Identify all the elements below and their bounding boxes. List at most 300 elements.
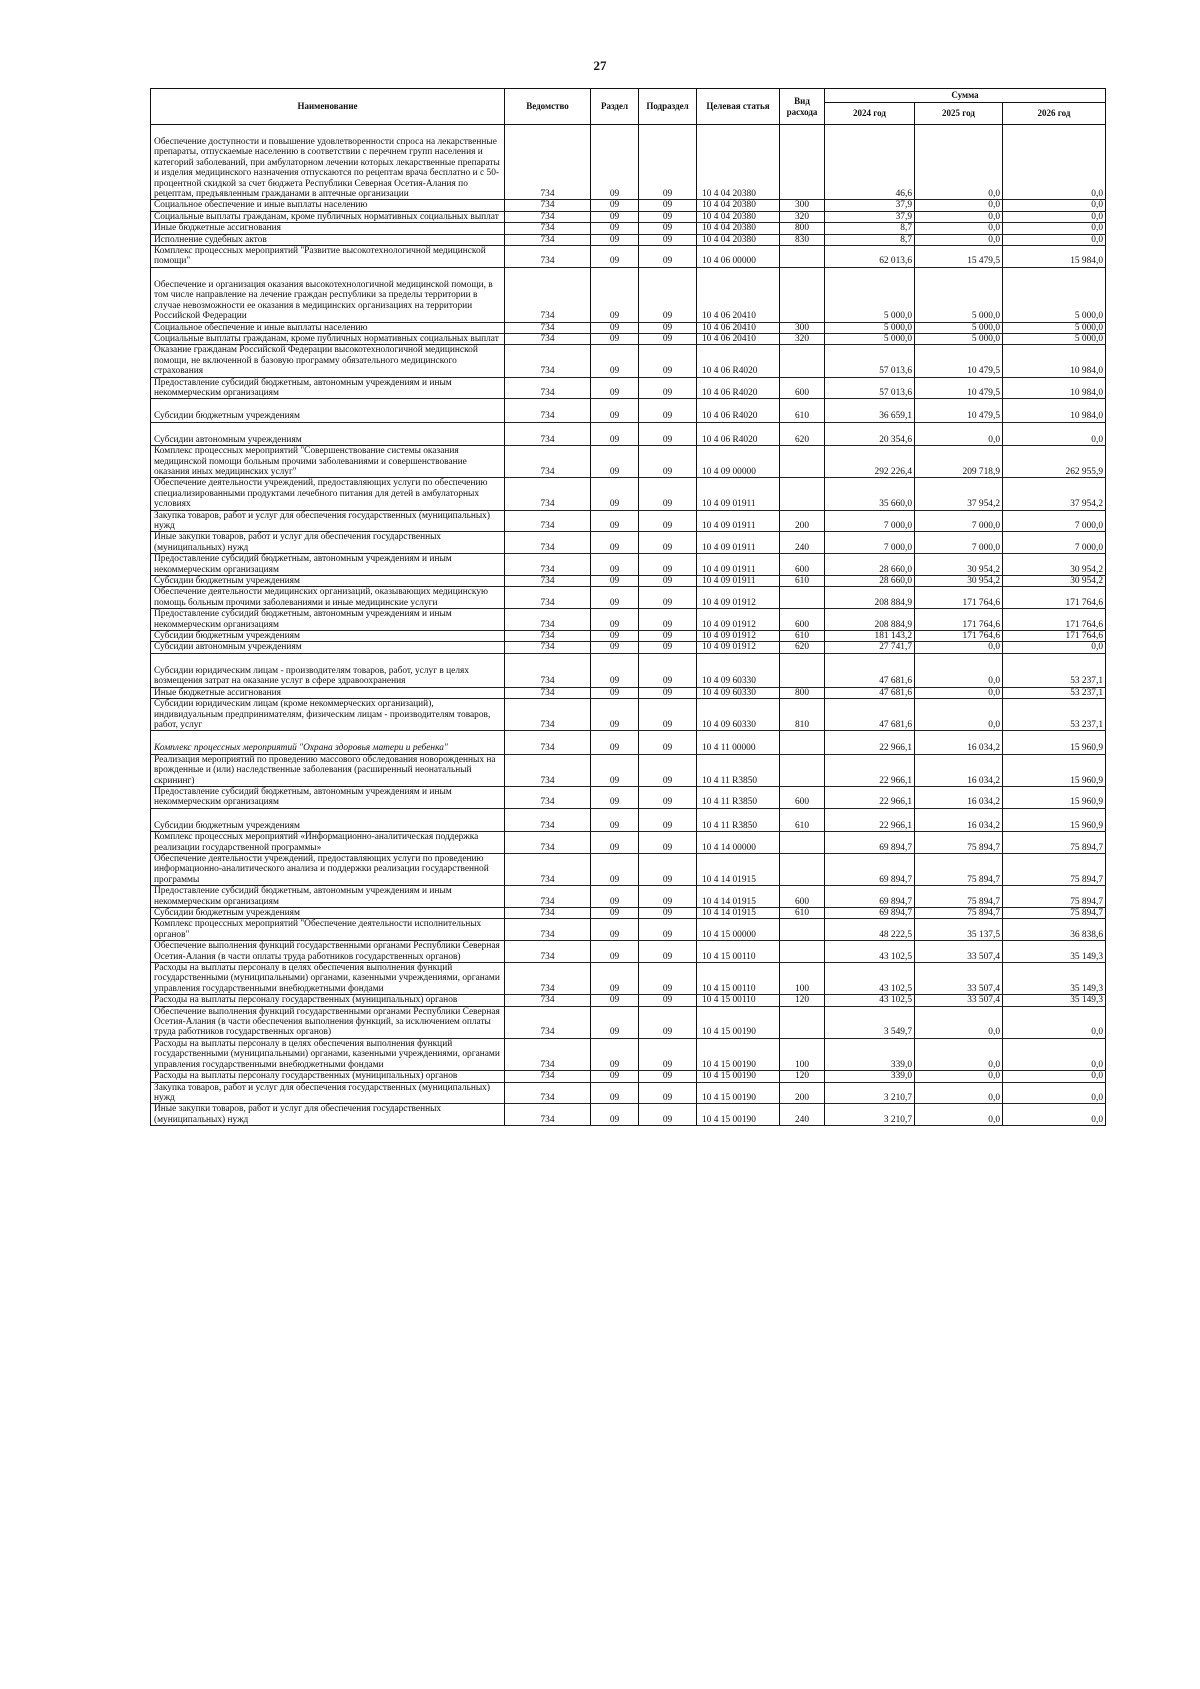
row-2026-cell: 171 764,6 — [1003, 587, 1106, 609]
row-celevaya-cell: 10 4 04 20380 — [697, 234, 780, 245]
table-row — [151, 963, 1106, 995]
row-podrazdel-cell: 09 — [639, 832, 697, 854]
row-2025-cell: 10 479,5 — [915, 377, 1003, 399]
row-name-cell: Иные бюджетные ассигнования — [151, 223, 505, 234]
row-2026-cell: 53 237,1 — [1003, 699, 1106, 731]
row-razdel-cell: 09 — [591, 687, 639, 698]
row-2025-cell: 171 764,6 — [915, 587, 1003, 609]
row-podrazdel-cell: 09 — [639, 211, 697, 222]
row-vid-cell: 240 — [780, 1104, 825, 1126]
row-2025-cell: 0,0 — [915, 223, 1003, 234]
header-summa: Сумма — [825, 89, 1106, 103]
row-vid-cell — [780, 731, 825, 754]
row-name-cell: Расходы на выплаты персоналу государственных (муниципальных) органов — [151, 1071, 505, 1082]
row-podrazdel-cell: 09 — [639, 322, 697, 333]
row-celevaya-cell: 10 4 15 00110 — [697, 941, 780, 963]
row-celevaya-cell: 10 4 09 01911 — [697, 478, 780, 510]
row-podrazdel-cell: 09 — [639, 631, 697, 642]
row-2025-cell: 75 894,7 — [915, 908, 1003, 919]
row-2026-cell: 35 149,3 — [1003, 963, 1106, 995]
table-row — [151, 699, 1106, 731]
row-2025-cell: 0,0 — [915, 1038, 1003, 1070]
row-celevaya-cell: 10 4 06 R4020 — [697, 422, 780, 445]
row-2025-cell: 171 764,6 — [915, 609, 1003, 631]
row-razdel-cell: 09 — [591, 609, 639, 631]
row-celevaya-cell: 10 4 09 00000 — [697, 446, 780, 478]
row-2026-cell: 10 984,0 — [1003, 377, 1106, 399]
row-2025-cell: 16 034,2 — [915, 808, 1003, 831]
row-name-cell: Расходы на выплаты персоналу в целях обеспечения выполнения функций государственными (муниципальными) органами, казенными учреждениями, органами управления государственными внебюджетными фондами — [151, 1038, 505, 1070]
row-2026-cell: 171 764,6 — [1003, 631, 1106, 642]
row-name-cell: Социальное обеспечение и иные выплаты населению — [151, 200, 505, 211]
table-row — [151, 642, 1106, 653]
row-vedomstvo-cell: 734 — [505, 246, 591, 268]
row-razdel-cell: 09 — [591, 995, 639, 1006]
row-name-cell: Субсидии автономным учреждениям — [151, 422, 505, 445]
row-podrazdel-cell: 09 — [639, 919, 697, 941]
row-podrazdel-cell: 09 — [639, 246, 697, 268]
row-2026-cell: 30 954,2 — [1003, 576, 1106, 587]
row-2026-cell: 7 000,0 — [1003, 532, 1106, 554]
row-celevaya-cell: 10 4 15 00190 — [697, 1082, 780, 1104]
row-vedomstvo-cell: 734 — [505, 919, 591, 941]
header-podrazdel: Подраздел — [639, 89, 697, 125]
table-row — [151, 137, 1106, 200]
row-celevaya-cell: 10 4 06 20410 — [697, 322, 780, 333]
row-razdel-cell: 09 — [591, 587, 639, 609]
row-2026-cell: 15 960,9 — [1003, 808, 1106, 831]
row-2025-cell: 33 507,4 — [915, 995, 1003, 1006]
row-podrazdel-cell: 09 — [639, 223, 697, 234]
row-2024-cell: 47 681,6 — [825, 653, 915, 687]
row-vid-cell: 200 — [780, 510, 825, 532]
row-podrazdel-cell: 09 — [639, 345, 697, 377]
row-name-cell: Социальное обеспечение и иные выплаты населению — [151, 322, 505, 333]
row-vedomstvo-cell: 734 — [505, 267, 591, 322]
row-name-cell: Обеспечение выполнения функций государственными органами Республики Северная Осетия-Алания (в части обеспечения выполнения функций, за исключением оплаты труда работников государственных органов) — [151, 1006, 505, 1038]
table-row — [151, 246, 1106, 268]
row-2024-cell: 47 681,6 — [825, 687, 915, 698]
row-2025-cell: 16 034,2 — [915, 731, 1003, 754]
row-2024-cell: 43 102,5 — [825, 941, 915, 963]
row-2025-cell: 5 000,0 — [915, 333, 1003, 344]
row-vedomstvo-cell: 734 — [505, 345, 591, 377]
row-celevaya-cell: 10 4 06 20410 — [697, 333, 780, 344]
row-razdel-cell: 09 — [591, 808, 639, 831]
row-podrazdel-cell: 09 — [639, 1071, 697, 1082]
row-2024-cell: 5 000,0 — [825, 322, 915, 333]
row-2026-cell: 35 149,3 — [1003, 941, 1106, 963]
row-celevaya-cell: 10 4 04 20380 — [697, 200, 780, 211]
row-vid-cell: 100 — [780, 1038, 825, 1070]
row-name-cell: Предоставление субсидий бюджетным, автономным учреждениям и иным некоммерческим организациям — [151, 786, 505, 808]
row-2026-cell: 75 894,7 — [1003, 886, 1106, 908]
row-razdel-cell: 09 — [591, 478, 639, 510]
row-name-cell: Исполнение судебных актов — [151, 234, 505, 245]
row-2025-cell: 0,0 — [915, 653, 1003, 687]
row-podrazdel-cell: 09 — [639, 808, 697, 831]
row-2025-cell: 33 507,4 — [915, 941, 1003, 963]
row-razdel-cell: 09 — [591, 234, 639, 245]
row-2024-cell: 208 884,9 — [825, 609, 915, 631]
row-podrazdel-cell: 09 — [639, 200, 697, 211]
row-2024-cell: 48 222,5 — [825, 919, 915, 941]
row-razdel-cell: 09 — [591, 446, 639, 478]
row-vedomstvo-cell: 734 — [505, 808, 591, 831]
row-celevaya-cell: 10 4 15 00190 — [697, 1104, 780, 1126]
table-row — [151, 687, 1106, 698]
row-razdel-cell: 09 — [591, 137, 639, 200]
row-2025-cell: 0,0 — [915, 200, 1003, 211]
row-2024-cell: 62 013,6 — [825, 246, 915, 268]
row-2024-cell: 22 966,1 — [825, 808, 915, 831]
row-name-cell: Расходы на выплаты персоналу государственных (муниципальных) органов — [151, 995, 505, 1006]
row-name-cell: Субсидии бюджетным учреждениям — [151, 908, 505, 919]
row-2024-cell: 43 102,5 — [825, 995, 915, 1006]
row-celevaya-cell: 10 4 14 01915 — [697, 853, 780, 885]
row-name-cell: Субсидии бюджетным учреждениям — [151, 631, 505, 642]
row-vid-cell: 100 — [780, 963, 825, 995]
row-celevaya-cell: 10 4 15 00190 — [697, 1006, 780, 1038]
row-2024-cell: 28 660,0 — [825, 576, 915, 587]
row-name-cell: Комплекс процессных мероприятий «Информационно-аналитическая поддержка реализации государственной программы» — [151, 832, 505, 854]
row-razdel-cell: 09 — [591, 1006, 639, 1038]
row-celevaya-cell: 10 4 15 00190 — [697, 1038, 780, 1070]
row-2024-cell: 22 966,1 — [825, 754, 915, 786]
row-vid-cell: 120 — [780, 1071, 825, 1082]
row-2026-cell: 10 984,0 — [1003, 345, 1106, 377]
row-celevaya-cell: 10 4 09 01912 — [697, 587, 780, 609]
row-podrazdel-cell: 09 — [639, 478, 697, 510]
row-podrazdel-cell: 09 — [639, 995, 697, 1006]
row-name-cell: Иные бюджетные ассигнования — [151, 687, 505, 698]
table-row — [151, 446, 1106, 478]
row-podrazdel-cell: 09 — [639, 1038, 697, 1070]
row-celevaya-cell: 10 4 09 01911 — [697, 510, 780, 532]
row-vid-cell: 600 — [780, 609, 825, 631]
row-vid-cell: 300 — [780, 200, 825, 211]
row-2024-cell: 37,9 — [825, 200, 915, 211]
row-name-cell: Оказание гражданам Российской Федерации высокотехнологичной медицинской помощи, не включенной в базовую программу обязательного медицинского страхования — [151, 345, 505, 377]
row-2026-cell: 15 984,0 — [1003, 246, 1106, 268]
page-number: 27 — [593, 58, 607, 73]
row-celevaya-cell: 10 4 06 20410 — [697, 267, 780, 322]
row-podrazdel-cell: 09 — [639, 609, 697, 631]
row-razdel-cell: 09 — [591, 631, 639, 642]
row-vid-cell — [780, 941, 825, 963]
row-podrazdel-cell: 09 — [639, 446, 697, 478]
row-2025-cell: 0,0 — [915, 422, 1003, 445]
row-podrazdel-cell: 09 — [639, 886, 697, 908]
row-2026-cell: 0,0 — [1003, 1082, 1106, 1104]
header-vid-raskhoda: Вид расхода — [780, 89, 825, 125]
row-podrazdel-cell: 09 — [639, 687, 697, 698]
row-razdel-cell: 09 — [591, 267, 639, 322]
row-razdel-cell: 09 — [591, 908, 639, 919]
row-2024-cell: 5 000,0 — [825, 333, 915, 344]
row-2026-cell: 75 894,7 — [1003, 908, 1106, 919]
row-vedomstvo-cell: 734 — [505, 446, 591, 478]
table-row — [151, 234, 1106, 245]
row-2024-cell: 3 210,7 — [825, 1104, 915, 1126]
table-row — [151, 478, 1106, 510]
row-vedomstvo-cell: 734 — [505, 322, 591, 333]
row-2025-cell: 0,0 — [915, 1006, 1003, 1038]
row-name-cell: Субсидии автономным учреждениям — [151, 642, 505, 653]
row-razdel-cell: 09 — [591, 345, 639, 377]
table-body — [151, 125, 1106, 1126]
row-2026-cell: 0,0 — [1003, 642, 1106, 653]
row-razdel-cell: 09 — [591, 731, 639, 754]
row-celevaya-cell: 10 4 09 01911 — [697, 532, 780, 554]
row-vid-cell: 240 — [780, 532, 825, 554]
row-2025-cell: 0,0 — [915, 1104, 1003, 1126]
row-2026-cell: 0,0 — [1003, 200, 1106, 211]
row-2024-cell: 22 966,1 — [825, 731, 915, 754]
table-row — [151, 631, 1106, 642]
row-vid-cell: 620 — [780, 642, 825, 653]
table-row — [151, 399, 1106, 422]
row-podrazdel-cell: 09 — [639, 754, 697, 786]
header-year-2026: 2026 год — [1003, 103, 1106, 125]
row-razdel-cell: 09 — [591, 377, 639, 399]
row-2025-cell: 75 894,7 — [915, 832, 1003, 854]
row-celevaya-cell: 10 4 09 60330 — [697, 653, 780, 687]
row-vedomstvo-cell: 734 — [505, 1082, 591, 1104]
row-2024-cell: 28 660,0 — [825, 554, 915, 576]
row-2024-cell: 292 226,4 — [825, 446, 915, 478]
table-row — [151, 754, 1106, 786]
row-razdel-cell: 09 — [591, 510, 639, 532]
row-vedomstvo-cell: 734 — [505, 908, 591, 919]
row-2025-cell: 35 137,5 — [915, 919, 1003, 941]
row-celevaya-cell: 10 4 15 00110 — [697, 995, 780, 1006]
row-2025-cell: 0,0 — [915, 699, 1003, 731]
row-vid-cell — [780, 919, 825, 941]
row-name-cell: Комплекс процессных мероприятий "Обеспечение деятельности исполнительных органов" — [151, 919, 505, 941]
row-razdel-cell: 09 — [591, 963, 639, 995]
budget-table-container — [150, 88, 1105, 1126]
table-row — [151, 587, 1106, 609]
row-2025-cell: 10 479,5 — [915, 345, 1003, 377]
row-name-cell: Субсидии бюджетным учреждениям — [151, 576, 505, 587]
row-vedomstvo-cell: 734 — [505, 886, 591, 908]
table-row — [151, 532, 1106, 554]
row-vid-cell — [780, 587, 825, 609]
row-vedomstvo-cell: 734 — [505, 699, 591, 731]
row-2024-cell: 5 000,0 — [825, 267, 915, 322]
row-2026-cell: 5 000,0 — [1003, 333, 1106, 344]
row-2024-cell: 7 000,0 — [825, 510, 915, 532]
table-row — [151, 333, 1106, 344]
row-2024-cell: 69 894,7 — [825, 886, 915, 908]
row-name-cell: Субсидии бюджетным учреждениям — [151, 399, 505, 422]
row-podrazdel-cell: 09 — [639, 731, 697, 754]
table-row — [151, 941, 1106, 963]
table-row — [151, 1082, 1106, 1104]
row-name-cell: Обеспечение и организация оказания высокотехнологичной медицинской помощи, в том числе направление на лечение граждан республики за пределы территории в случае невозможности ее оказания в медицинских организациях на территории Российской Федерации — [151, 267, 505, 322]
row-2026-cell: 5 000,0 — [1003, 267, 1106, 322]
row-vid-cell: 610 — [780, 908, 825, 919]
row-razdel-cell: 09 — [591, 786, 639, 808]
row-podrazdel-cell: 09 — [639, 422, 697, 445]
row-vid-cell: 800 — [780, 687, 825, 698]
table-row — [151, 510, 1106, 532]
row-vedomstvo-cell: 734 — [505, 1071, 591, 1082]
row-name-cell: Предоставление субсидий бюджетным, автономным учреждениям и иным некоммерческим организациям — [151, 886, 505, 908]
row-vedomstvo-cell: 734 — [505, 137, 591, 200]
row-name-cell: Комплекс процессных мероприятий "Охрана здоровья матери и ребенка" — [151, 731, 505, 754]
row-razdel-cell: 09 — [591, 422, 639, 445]
row-2026-cell: 0,0 — [1003, 137, 1106, 200]
budget-table — [150, 88, 1106, 1126]
table-row — [151, 377, 1106, 399]
row-2026-cell: 262 955,9 — [1003, 446, 1106, 478]
row-2026-cell: 5 000,0 — [1003, 322, 1106, 333]
table-row — [151, 422, 1106, 445]
row-vedomstvo-cell: 734 — [505, 1104, 591, 1126]
row-2026-cell: 53 237,1 — [1003, 653, 1106, 687]
row-celevaya-cell: 10 4 09 01912 — [697, 642, 780, 653]
row-name-cell: Иные закупки товаров, работ и услуг для обеспечения государственных (муниципальных) нужд — [151, 1104, 505, 1126]
row-2025-cell: 15 479,5 — [915, 246, 1003, 268]
header-year-2025: 2025 год — [915, 103, 1003, 125]
row-2024-cell: 208 884,9 — [825, 587, 915, 609]
row-celevaya-cell: 10 4 15 00110 — [697, 963, 780, 995]
header-razdel: Раздел — [591, 89, 639, 125]
row-vid-cell — [780, 137, 825, 200]
row-celevaya-cell: 10 4 14 00000 — [697, 832, 780, 854]
row-2024-cell: 8,7 — [825, 234, 915, 245]
row-podrazdel-cell: 09 — [639, 377, 697, 399]
row-2024-cell: 27 741,7 — [825, 642, 915, 653]
row-2026-cell: 0,0 — [1003, 211, 1106, 222]
table-row — [151, 223, 1106, 234]
row-vid-cell — [780, 246, 825, 268]
row-2024-cell: 20 354,6 — [825, 422, 915, 445]
row-vedomstvo-cell: 734 — [505, 631, 591, 642]
row-celevaya-cell: 10 4 09 01912 — [697, 631, 780, 642]
row-2024-cell: 339,0 — [825, 1071, 915, 1082]
row-2024-cell: 181 143,2 — [825, 631, 915, 642]
row-vedomstvo-cell: 734 — [505, 532, 591, 554]
row-2025-cell: 75 894,7 — [915, 886, 1003, 908]
row-razdel-cell: 09 — [591, 399, 639, 422]
row-name-cell: Закупка товаров, работ и услуг для обеспечения государственных (муниципальных) нужд — [151, 1082, 505, 1104]
row-name-cell: Субсидии юридическим лицам - производителям товаров, работ, услуг в целях возмещения затрат на оказание услуг в сфере здравоохранения — [151, 653, 505, 687]
row-celevaya-cell: 10 4 14 01915 — [697, 908, 780, 919]
row-vedomstvo-cell: 734 — [505, 1006, 591, 1038]
row-vedomstvo-cell: 734 — [505, 687, 591, 698]
row-celevaya-cell: 10 4 04 20380 — [697, 223, 780, 234]
row-2024-cell: 22 966,1 — [825, 786, 915, 808]
header-year-2024: 2024 год — [825, 103, 915, 125]
row-vid-cell: 600 — [780, 886, 825, 908]
row-vid-cell: 610 — [780, 808, 825, 831]
row-vid-cell — [780, 345, 825, 377]
row-name-cell: Социальные выплаты гражданам, кроме публичных нормативных социальных выплат — [151, 333, 505, 344]
row-name-cell: Закупка товаров, работ и услуг для обеспечения государственных (муниципальных) нужд — [151, 510, 505, 532]
row-razdel-cell: 09 — [591, 554, 639, 576]
row-vid-cell: 810 — [780, 699, 825, 731]
row-vid-cell: 200 — [780, 1082, 825, 1104]
row-razdel-cell: 09 — [591, 333, 639, 344]
row-razdel-cell: 09 — [591, 246, 639, 268]
row-2024-cell: 57 013,6 — [825, 377, 915, 399]
row-vedomstvo-cell: 734 — [505, 587, 591, 609]
row-razdel-cell: 09 — [591, 1082, 639, 1104]
row-vedomstvo-cell: 734 — [505, 609, 591, 631]
header-name: Наименование — [151, 89, 505, 125]
row-2025-cell: 30 954,2 — [915, 576, 1003, 587]
table-row — [151, 786, 1106, 808]
row-vid-cell — [780, 832, 825, 854]
row-name-cell: Обеспечение деятельности учреждений, предоставляющих услуги по обеспечению специализированными продуктами лечебного питания для детей в амбулаторных условиях — [151, 478, 505, 510]
row-vedomstvo-cell: 734 — [505, 510, 591, 532]
row-celevaya-cell: 10 4 09 01911 — [697, 554, 780, 576]
table-row — [151, 853, 1106, 885]
row-2025-cell: 7 000,0 — [915, 532, 1003, 554]
row-celevaya-cell: 10 4 14 01915 — [697, 886, 780, 908]
row-2024-cell: 7 000,0 — [825, 532, 915, 554]
table-row — [151, 653, 1106, 687]
row-vedomstvo-cell: 734 — [505, 963, 591, 995]
row-celevaya-cell: 10 4 09 01912 — [697, 609, 780, 631]
row-razdel-cell: 09 — [591, 941, 639, 963]
row-name-cell: Обеспечение деятельности учреждений, предоставляющих услуги по проведению информационно-аналитического анализа и поддержки реализации государственной программы — [151, 853, 505, 885]
table-row — [151, 345, 1106, 377]
row-2024-cell: 339,0 — [825, 1038, 915, 1070]
row-vedomstvo-cell: 734 — [505, 211, 591, 222]
table-row — [151, 211, 1106, 222]
row-podrazdel-cell: 09 — [639, 137, 697, 200]
row-vedomstvo-cell: 734 — [505, 1038, 591, 1070]
row-vid-cell: 600 — [780, 786, 825, 808]
row-vedomstvo-cell: 734 — [505, 754, 591, 786]
row-celevaya-cell: 10 4 15 00190 — [697, 1071, 780, 1082]
row-2026-cell: 36 838,6 — [1003, 919, 1106, 941]
table-spacer-row — [151, 125, 1106, 138]
row-2024-cell: 69 894,7 — [825, 853, 915, 885]
row-podrazdel-cell: 09 — [639, 1006, 697, 1038]
row-2025-cell: 0,0 — [915, 642, 1003, 653]
row-razdel-cell: 09 — [591, 653, 639, 687]
row-celevaya-cell: 10 4 06 R4020 — [697, 377, 780, 399]
row-podrazdel-cell: 09 — [639, 554, 697, 576]
row-2024-cell: 35 660,0 — [825, 478, 915, 510]
row-vid-cell: 610 — [780, 576, 825, 587]
row-name-cell: Предоставление субсидий бюджетным, автономным учреждениям и иным некоммерческим организациям — [151, 377, 505, 399]
row-vedomstvo-cell: 734 — [505, 333, 591, 344]
row-name-cell: Субсидии юридическим лицам (кроме некоммерческих организаций), индивидуальным предпринимателям, физическим лицам - производителям товаров, работ, услуг — [151, 699, 505, 731]
table-row — [151, 554, 1106, 576]
row-2024-cell: 46,6 — [825, 137, 915, 200]
row-vid-cell: 320 — [780, 333, 825, 344]
row-2025-cell: 5 000,0 — [915, 267, 1003, 322]
row-2025-cell: 10 479,5 — [915, 399, 1003, 422]
row-2025-cell: 37 954,2 — [915, 478, 1003, 510]
row-razdel-cell: 09 — [591, 200, 639, 211]
row-celevaya-cell: 10 4 09 60330 — [697, 687, 780, 698]
row-2024-cell: 47 681,6 — [825, 699, 915, 731]
row-vid-cell — [780, 267, 825, 322]
row-name-cell: Предоставление субсидий бюджетным, автономным учреждениям и иным некоммерческим организациям — [151, 609, 505, 631]
row-razdel-cell: 09 — [591, 886, 639, 908]
row-celevaya-cell: 10 4 09 60330 — [697, 699, 780, 731]
row-vid-cell: 830 — [780, 234, 825, 245]
row-razdel-cell: 09 — [591, 699, 639, 731]
table-row — [151, 1071, 1106, 1082]
